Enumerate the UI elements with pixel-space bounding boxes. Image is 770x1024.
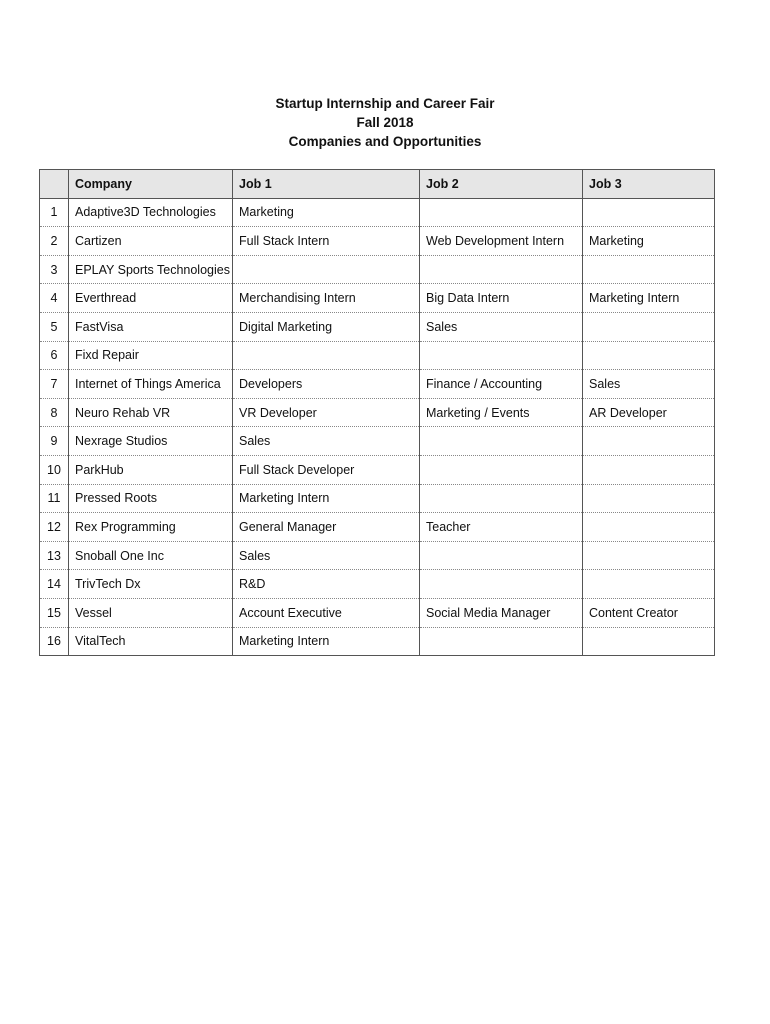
job-3-cell	[583, 627, 715, 656]
job-3-cell	[583, 255, 715, 284]
table-row	[40, 370, 715, 399]
row-number: 15	[40, 598, 69, 627]
company-cell: Vessel	[69, 598, 233, 627]
job-3-cell	[583, 312, 715, 341]
job-3-cell: Marketing Intern	[583, 284, 715, 313]
table-row	[40, 455, 715, 484]
row-number: 2	[40, 227, 69, 256]
job-2-cell: Teacher	[420, 513, 583, 542]
title-line-3: Companies and Opportunities	[288, 134, 482, 149]
job-3-cell	[583, 341, 715, 370]
company-cell: Pressed Roots	[69, 484, 233, 513]
job-1-cell	[233, 255, 420, 284]
row-number: 5	[40, 312, 69, 341]
row-number: 7	[40, 370, 69, 399]
company-cell: Rex Programming	[69, 513, 233, 542]
company-cell: EPLAY Sports Technologies	[69, 255, 233, 284]
company-cell: Neuro Rehab VR	[69, 398, 233, 427]
job-2-cell: Sales	[420, 312, 583, 341]
job-2-cell: Web Development Intern	[420, 227, 583, 256]
row-number: 10	[40, 455, 69, 484]
job-1-cell: Marketing	[233, 198, 420, 227]
job-2-cell: Marketing / Events	[420, 398, 583, 427]
table-row	[40, 570, 715, 599]
job-1-cell: Marketing Intern	[233, 627, 420, 656]
company-cell: Internet of Things America	[69, 370, 233, 399]
header-number	[40, 170, 69, 199]
title-line-2: Fall 2018	[356, 115, 414, 130]
header-company: Company	[69, 170, 233, 199]
company-cell: VitalTech	[69, 627, 233, 656]
table-row	[40, 341, 715, 370]
row-number: 8	[40, 398, 69, 427]
row-number: 6	[40, 341, 69, 370]
job-2-cell	[420, 484, 583, 513]
row-number: 11	[40, 484, 69, 513]
job-3-cell	[583, 484, 715, 513]
job-3-cell: Content Creator	[583, 598, 715, 627]
table-row	[40, 255, 715, 284]
company-cell: Fixd Repair	[69, 341, 233, 370]
job-2-cell: Finance / Accounting	[420, 370, 583, 399]
table-row	[40, 284, 715, 313]
job-3-cell: Sales	[583, 370, 715, 399]
row-number: 1	[40, 198, 69, 227]
row-number: 3	[40, 255, 69, 284]
job-1-cell: Sales	[233, 427, 420, 456]
job-2-cell	[420, 570, 583, 599]
table-row	[40, 227, 715, 256]
table-header-row	[40, 170, 715, 199]
row-number: 14	[40, 570, 69, 599]
table-row	[40, 627, 715, 656]
table-row	[40, 541, 715, 570]
job-2-cell: Big Data Intern	[420, 284, 583, 313]
job-3-cell	[583, 570, 715, 599]
table-row	[40, 427, 715, 456]
job-2-cell	[420, 341, 583, 370]
company-cell: TrivTech Dx	[69, 570, 233, 599]
job-3-cell	[583, 541, 715, 570]
table-row	[40, 484, 715, 513]
job-1-cell: General Manager	[233, 513, 420, 542]
job-3-cell	[583, 198, 715, 227]
row-number: 16	[40, 627, 69, 656]
company-cell: Snoball One Inc	[69, 541, 233, 570]
row-number: 4	[40, 284, 69, 313]
job-1-cell: Merchandising Intern	[233, 284, 420, 313]
document-title	[0, 94, 770, 151]
table-row	[40, 598, 715, 627]
company-cell: ParkHub	[69, 455, 233, 484]
row-number: 9	[40, 427, 69, 456]
job-3-cell: Marketing	[583, 227, 715, 256]
company-cell: Cartizen	[69, 227, 233, 256]
job-1-cell: Full Stack Developer	[233, 455, 420, 484]
job-3-cell	[583, 455, 715, 484]
job-3-cell	[583, 427, 715, 456]
job-1-cell: Developers	[233, 370, 420, 399]
title-line-1: Startup Internship and Career Fair	[275, 96, 495, 111]
job-2-cell	[420, 198, 583, 227]
companies-table	[39, 169, 715, 656]
job-1-cell: Account Executive	[233, 598, 420, 627]
job-3-cell: AR Developer	[583, 398, 715, 427]
job-2-cell	[420, 427, 583, 456]
job-1-cell: R&D	[233, 570, 420, 599]
table-row	[40, 312, 715, 341]
job-3-cell	[583, 513, 715, 542]
job-1-cell: Sales	[233, 541, 420, 570]
job-1-cell	[233, 341, 420, 370]
company-cell: Adaptive3D Technologies	[69, 198, 233, 227]
job-1-cell: VR Developer	[233, 398, 420, 427]
header-job-1: Job 1	[233, 170, 420, 199]
header-job-3: Job 3	[583, 170, 715, 199]
job-2-cell: Social Media Manager	[420, 598, 583, 627]
job-1-cell: Digital Marketing	[233, 312, 420, 341]
header-job-2: Job 2	[420, 170, 583, 199]
job-2-cell	[420, 627, 583, 656]
table-row	[40, 513, 715, 542]
company-cell: FastVisa	[69, 312, 233, 341]
table-row	[40, 198, 715, 227]
job-1-cell: Marketing Intern	[233, 484, 420, 513]
job-2-cell	[420, 455, 583, 484]
row-number: 13	[40, 541, 69, 570]
job-2-cell	[420, 541, 583, 570]
table-row	[40, 398, 715, 427]
company-cell: Everthread	[69, 284, 233, 313]
job-2-cell	[420, 255, 583, 284]
job-1-cell: Full Stack Intern	[233, 227, 420, 256]
row-number: 12	[40, 513, 69, 542]
company-cell: Nexrage Studios	[69, 427, 233, 456]
